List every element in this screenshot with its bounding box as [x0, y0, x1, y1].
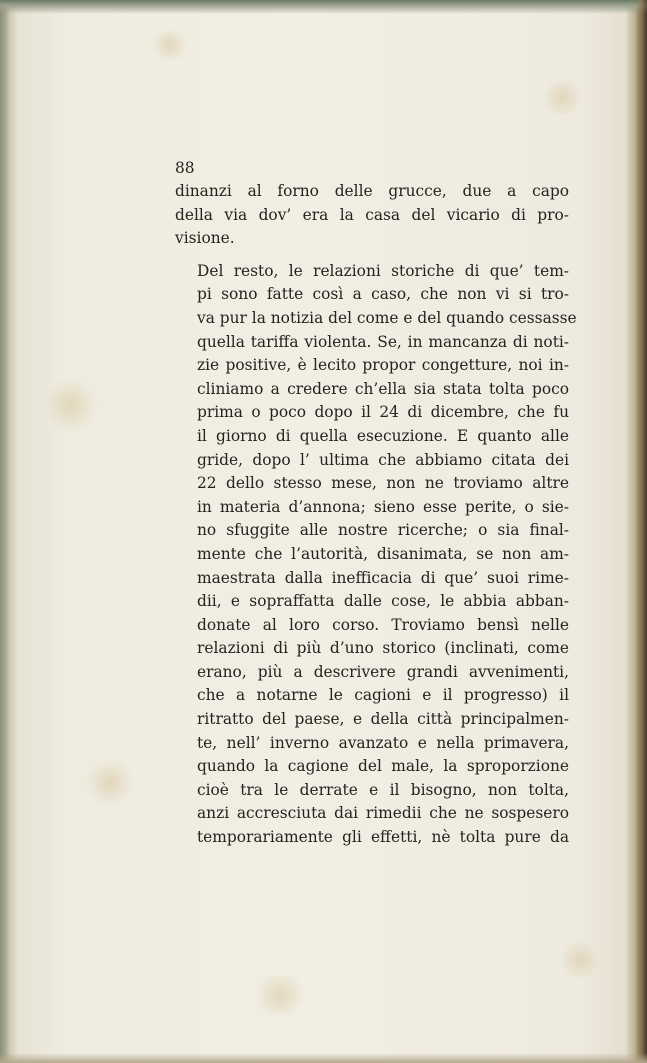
text-line: erano, più a descrivere grandi avvenimenti, — [197, 662, 569, 681]
paper-stain — [85, 760, 135, 805]
text-line: della via dov’ era la casa del vicario di pro- — [175, 205, 569, 224]
text-line: va pur la notizia del come e del quando cessasse — [197, 308, 577, 327]
text-line: gride, dopo l’ ultima che abbiamo citata dei — [197, 450, 569, 469]
text-line: cioè tra le derrate e il bisogno, non tolta, — [197, 780, 569, 799]
text-line: visione. — [175, 229, 235, 248]
paper-stain — [150, 30, 190, 60]
paragraph-1 — [175, 180, 569, 251]
text-line: relazioni di più d’uno storico (inclinati, come — [197, 639, 569, 658]
paragraph-2 — [175, 260, 577, 850]
text-line: mente che l’autorità, disanimata, se non am- — [197, 544, 569, 563]
paper-stain — [540, 80, 585, 115]
text-line: temporariamente gli effetti, nè tolta pure da — [197, 828, 569, 847]
paper-stain — [560, 940, 600, 980]
text-line: zie positive, è lecito propor congetture, noi in- — [197, 356, 569, 375]
page-number: 88 — [175, 159, 195, 177]
text-line: quando la cagione del male, la sproporzione — [197, 757, 569, 776]
text-line: pi sono fatte così a caso, che non vi si tro- — [197, 285, 569, 304]
text-line: 22 dello stesso mese, non ne troviamo altre — [197, 474, 569, 493]
text-line: che a notarne le cagioni e il progresso) il — [197, 686, 569, 705]
text-line: te, nell’ inverno avanzato e nella primavera, — [197, 733, 569, 752]
top-edge-shadow — [0, 0, 647, 14]
text-line: in materia d’annona; sieno esse perite, o sie- — [197, 497, 569, 516]
paper-stain — [250, 975, 310, 1015]
text-line: maestrata dalla inefficacia di que’ suoi rime- — [197, 568, 569, 587]
paper-stain — [40, 380, 100, 430]
text-line: il giorno di quella esecuzione. E quanto alle — [197, 426, 569, 445]
bottom-edge-shadow — [0, 1053, 647, 1063]
text-line: no sfuggite alle nostre ricerche; o sia final- — [197, 521, 569, 540]
page-text-block — [175, 156, 577, 850]
text-line: dinanzi al forno delle grucce, due a capo — [175, 182, 569, 200]
text-line: prima o poco dopo il 24 di dicembre, che fu — [197, 403, 569, 422]
book-spine-edge — [635, 0, 647, 1063]
text-line: quella tariffa violenta. Se, in mancanza di noti- — [197, 332, 569, 351]
text-line: anzi accresciuta dai rimedii che ne sospesero — [197, 804, 569, 823]
text-line: cliniamo a credere ch’ella sia stata tolta poco — [197, 379, 569, 398]
text-line: ritratto del paese, e della città principalmen- — [197, 710, 569, 729]
text-line: Del resto, le relazioni storiche di que’ tem- — [197, 261, 569, 280]
text-line: donate al loro corso. Troviamo bensì nelle — [197, 615, 569, 634]
text-line: dii, e sopraffatta dalle cose, le abbia abban- — [197, 592, 569, 611]
